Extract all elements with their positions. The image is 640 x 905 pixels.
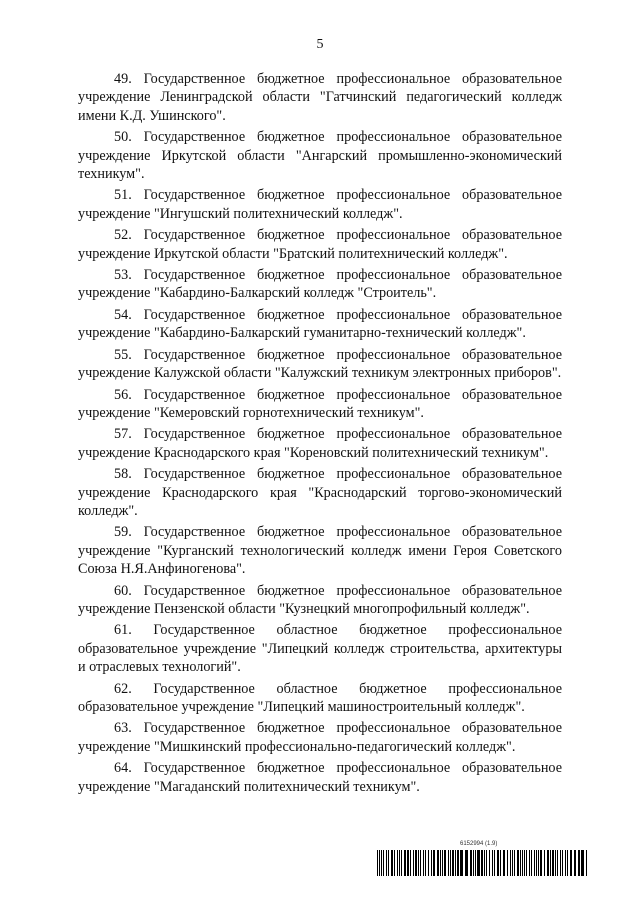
list-item — [78, 266, 562, 303]
list-item-text: 49. Государственное бюджетное профессиональное образовательное учреждение Ленинградской области "Гатчинский педагогический колледж имени К.Д. Ушинского". — [78, 71, 562, 124]
list-item-text: 53. Государственное бюджетное профессиональное образовательное учреждение "Кабардино-Балкарский колледж "Строитель". — [78, 267, 562, 302]
list-item — [78, 186, 562, 223]
list-item-text: 50. Государственное бюджетное профессиональное образовательное учреждение Иркутской области "Ангарский промышленно-экономический техникум". — [78, 129, 562, 183]
list-item-text: 64. Государственное бюджетное профессиональное образовательное учреждение "Магаданский политехнический техникум". — [78, 760, 562, 795]
list-item — [78, 306, 562, 343]
list-item — [78, 719, 562, 756]
list-item-text: 60. Государственное бюджетное профессиональное образовательное учреждение Пензенской области "Кузнецкий многопрофильный колледж". — [78, 582, 562, 617]
list-item — [78, 128, 562, 183]
list-item — [78, 759, 562, 796]
list-item-text: 51. Государственное бюджетное профессиональное образовательное учреждение "Ингушский политехнический колледж". — [78, 187, 562, 222]
organization-list — [78, 70, 562, 799]
list-item-text: 62. Государственное областное бюджетное профессиональное образовательное учреждение "Липецкий машиностроительный колледж". — [78, 680, 562, 715]
list-item-text: 58. Государственное бюджетное профессиональное образовательное учреждение Краснодарского края "Краснодарский торгово-экономический колледж". — [78, 466, 562, 519]
list-item — [78, 523, 562, 578]
list-item-text: 61. Государственное областное бюджетное профессиональное образовательное учреждение "Липецкий колледж строительства, архитектуры и отраслевых технологий". — [78, 622, 562, 676]
list-item — [78, 346, 562, 383]
list-item — [78, 425, 562, 462]
page-number: 5 — [316, 37, 324, 52]
list-item-text: 52. Государственное бюджетное профессиональное образовательное учреждение Иркутской области "Братский политехнический колледж". — [78, 227, 562, 262]
list-item — [78, 386, 562, 423]
document-code: 6152994 (1.9) — [460, 841, 498, 847]
list-item — [78, 226, 562, 263]
list-item — [78, 680, 562, 717]
list-item-text: 55. Государственное бюджетное профессиональное образовательное учреждение Калужской области "Калужский техникум электронных приборов". — [78, 346, 562, 382]
barcode — [377, 850, 589, 876]
list-item — [78, 582, 562, 619]
list-item-text: 56. Государственное бюджетное профессиональное образовательное учреждение "Кемеровский горнотехнический техникум". — [78, 386, 562, 421]
list-item — [78, 621, 562, 676]
list-item-text: 57. Государственное бюджетное профессиональное образовательное учреждение Краснодарского края "Кореновский политехнический техникум". — [78, 426, 562, 461]
barcode-graphic — [377, 850, 589, 876]
list-item — [78, 465, 562, 520]
list-item-text: 63. Государственное бюджетное профессиональное образовательное учреждение "Мишкинский профессионально-педагогический колледж". — [78, 720, 562, 755]
list-item-text: 54. Государственное бюджетное профессиональное образовательное учреждение "Кабардино-Балкарский гуманитарно-технический колледж". — [78, 306, 562, 342]
list-item-text: 59. Государственное бюджетное профессиональное образовательное учреждение "Курганский технологический колледж имени Героя Советского Союза Н.Я.Анфиногенова". — [78, 524, 562, 578]
list-item — [78, 70, 562, 125]
